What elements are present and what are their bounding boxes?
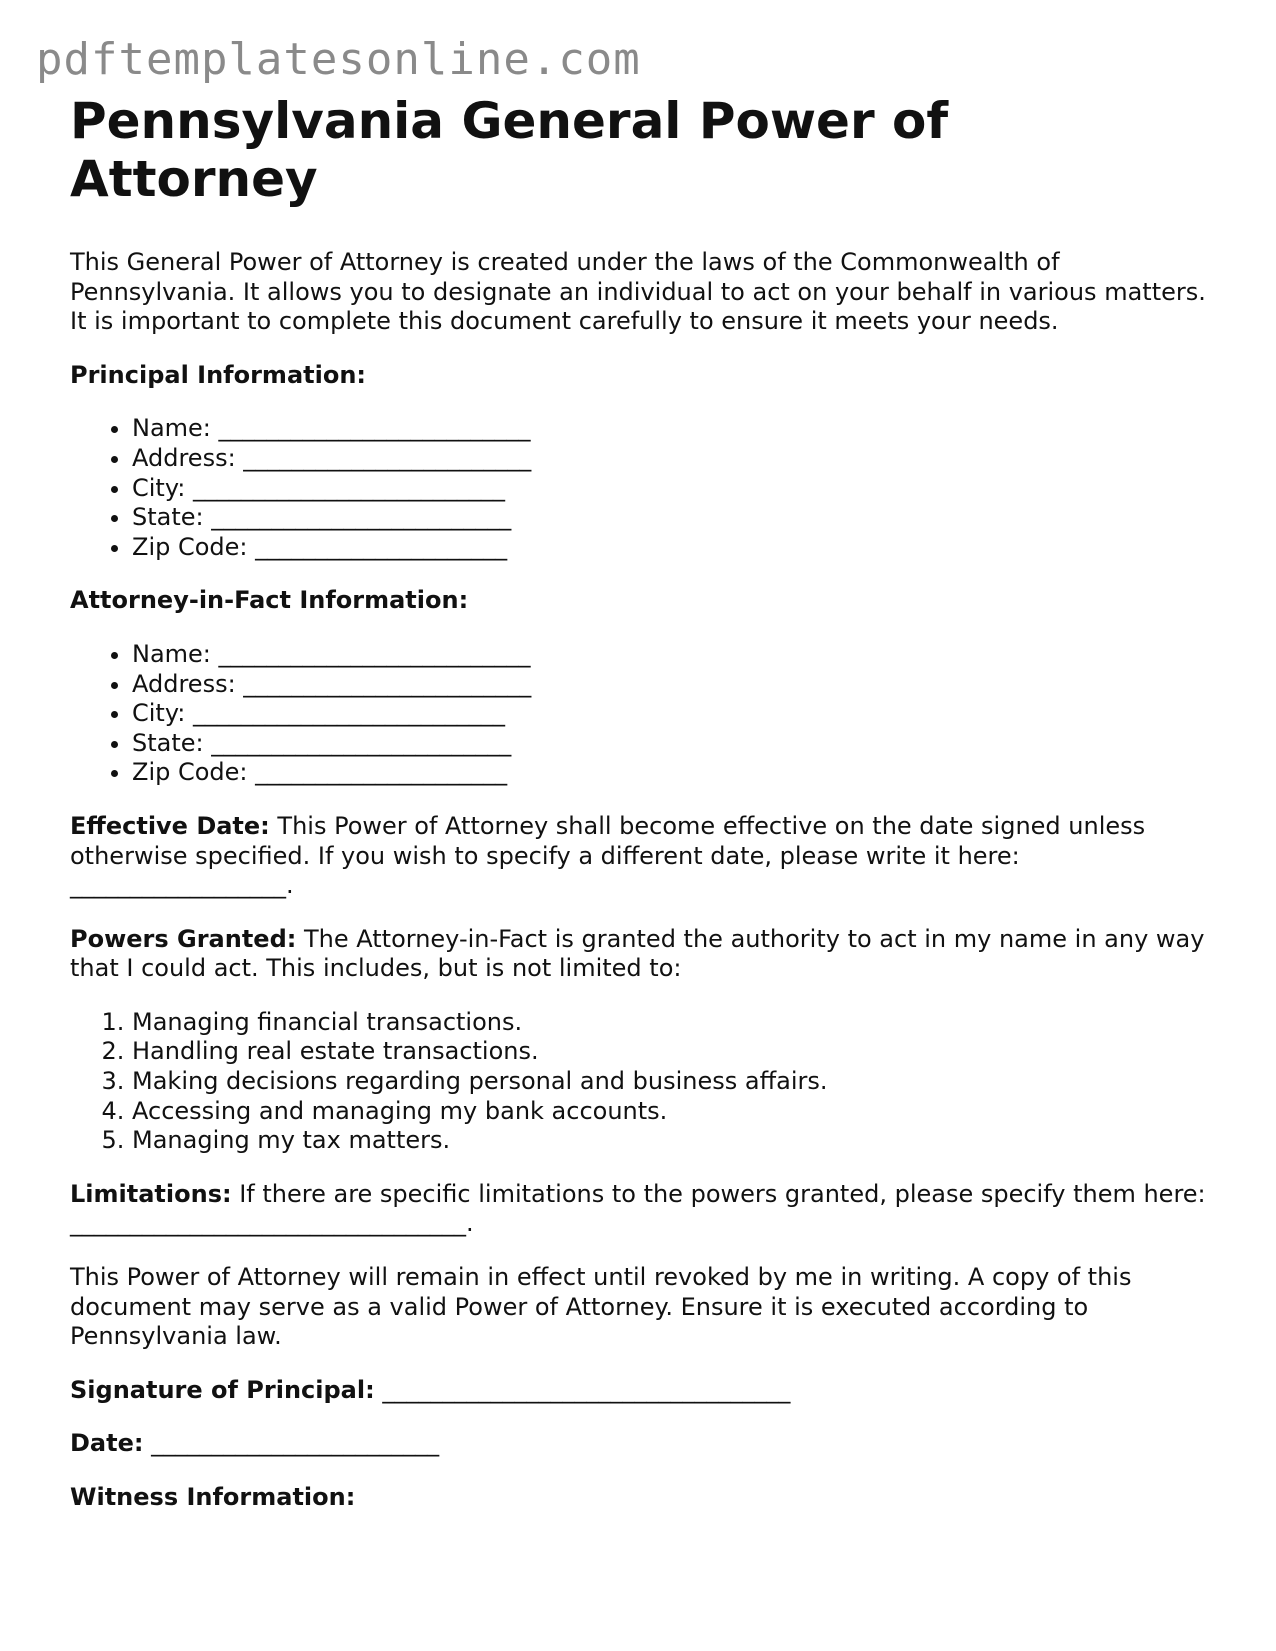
- principal-name-field[interactable]: • Name: __________________________: [132, 414, 1210, 444]
- powers-list: [70, 1008, 1210, 1156]
- attorney-address-field[interactable]: • Address: ________________________: [132, 670, 1210, 700]
- powers-paragraph: [70, 925, 1210, 984]
- power-item: 4. Accessing and managing my bank accounts.: [132, 1097, 1210, 1127]
- page-title: Pennsylvania General Power of Attorney: [70, 92, 949, 208]
- principal-fields: [70, 414, 1210, 562]
- attorney-state-field[interactable]: • State: _________________________: [132, 729, 1210, 759]
- attorney-zip-field[interactable]: • Zip Code: _____________________: [132, 758, 1210, 788]
- document-page: [70, 92, 1210, 1537]
- attorney-fields: [70, 640, 1210, 788]
- signature-label: Signature of Principal:: [70, 1375, 375, 1404]
- signature-line: [70, 1376, 1210, 1406]
- principal-zip-field[interactable]: • Zip Code: _____________________: [132, 533, 1210, 563]
- power-item: 5. Managing my tax matters.: [132, 1126, 1210, 1156]
- principal-heading: Principal Information:: [70, 360, 367, 389]
- witness-heading: Witness Information:: [70, 1483, 356, 1511]
- principal-city-field[interactable]: • City: __________________________: [132, 474, 1210, 504]
- principal-address-field[interactable]: • Address: ________________________: [132, 444, 1210, 474]
- attorney-heading: Attorney-in-Fact Information:: [70, 586, 469, 615]
- attorney-name-field[interactable]: • Name: __________________________: [132, 640, 1210, 670]
- effective-date-label: Effective Date:: [70, 811, 270, 840]
- powers-label: Powers Granted:: [70, 924, 297, 953]
- attorney-city-field[interactable]: • City: __________________________: [132, 699, 1210, 729]
- power-item: 1. Managing financial transactions.: [132, 1008, 1210, 1038]
- revocation-paragraph: This Power of Attorney will remain in effect until revoked by me in writing. A copy of this document may serve as a valid Power of Attorney. Ensure it is executed according to Pennsylvania law.: [70, 1263, 1132, 1351]
- date-label: Date:: [70, 1429, 144, 1458]
- date-line: [70, 1429, 1210, 1459]
- intro-paragraph: This General Power of Attorney is created under the laws of the Commonwealth of Pennsylvania. It allows you to designate an individual to act on your behalf in various matters. It is important to complete this document carefully to ensure it meets your needs.: [70, 248, 1206, 336]
- signature-blank[interactable]: __________________________________: [374, 1375, 791, 1404]
- effective-date-text[interactable]: This Power of Attorney shall become effective on the date signed unless otherwise specified. If you wish to specify a different date, please write it here: __________________.: [70, 811, 1146, 900]
- limitations-label: Limitations:: [70, 1179, 232, 1208]
- limitations-paragraph: [70, 1180, 1210, 1239]
- watermark: pdftemplatesonline.com: [36, 34, 641, 85]
- power-item: 2. Handling real estate transactions.: [132, 1037, 1210, 1067]
- powers-text: The Attorney-in-Fact is granted the authority to act in my name in any way that I could act. This includes, but is not limited to:: [70, 924, 1205, 983]
- limitations-text[interactable]: If there are specific limitations to the powers granted, please specify them here: _________________________________.: [70, 1179, 1206, 1238]
- power-item: 3. Making decisions regarding personal and business affairs.: [132, 1067, 1210, 1097]
- effective-date-paragraph: [70, 812, 1210, 901]
- date-blank[interactable]: ________________________: [143, 1429, 440, 1458]
- principal-state-field[interactable]: • State: _________________________: [132, 503, 1210, 533]
